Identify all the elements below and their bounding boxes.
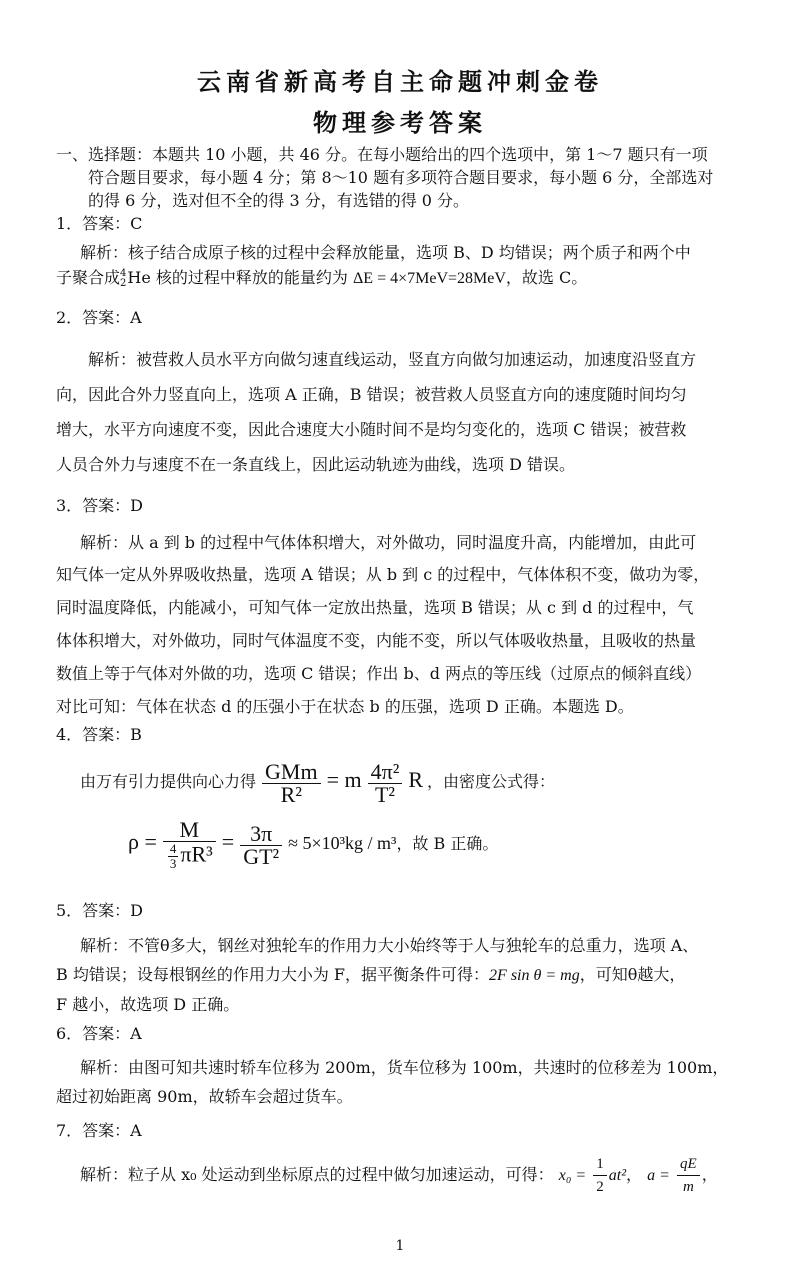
- q3-explanation-line-4: 体体积增大，对外做功，同时气体温度不变，内能不变，所以气体吸收热量，且吸收的热量: [56, 631, 697, 650]
- section-intro-line-2: 符合题目要求，每小题 4 分；第 8～10 题有多项符合题目要求，每小题 6 分，全部选对: [88, 168, 714, 187]
- q4-gravity-equation: 由万有引力提供向心力得 $\frac{\text{GMm}}{\text{R²}}$ = m $\frac{\text{4π²}}{\text{T²}}$ R ，由密度公式得：: [80, 758, 556, 807]
- document-title: 云南省新高考自主命题冲刺金卷: [197, 68, 603, 96]
- q2-answer: 2．答案：A: [56, 308, 142, 327]
- q5-explanation-line-3: F 越小，故选项 D 正确。: [56, 995, 240, 1014]
- q1-explanation-line-2: 子聚合成 4 2 He 核的过程中释放的能量约为 ΔE = 4×7MeV=28MeV，故选 C。: [56, 267, 588, 289]
- q2-explanation-line-4: 人员合外力与速度不在一条直线上，因此运动轨迹为曲线，选项 D 错误。: [56, 455, 576, 474]
- q5-explanation-line-2: B 均错误；设每根钢丝的作用力大小为 F，据平衡条件可得：2F sin θ = mg，可知θ越大，: [56, 965, 686, 984]
- q6-explanation-line-1: 解析：由图可知共速时轿车位移为 200m，货车位移为 100m，共速时的位移差为 100m，: [80, 1058, 729, 1077]
- document-subtitle: 物理参考答案: [313, 109, 487, 137]
- q2-explanation-line-3: 增大，水平方向速度不变，因此合速度大小随时间不是均匀变化的，选项 C 错误；被营救: [56, 420, 687, 439]
- equilibrium-equation: 2F sin θ = mg: [489, 967, 580, 984]
- section-intro-line-1: 一、选择题：本题共 10 小题，共 46 分。在每小题给出的四个选项中，第 1～7 题只有一项: [56, 145, 708, 164]
- q7-explanation-line-1: 解析：粒子从 x₀ 处运动到坐标原点的过程中做匀加速运动，可得： x₀ = $\frac{1}{2}$ at²， a = $\frac{qE}{m}$ ，: [80, 1150, 718, 1201]
- q4-answer: 4．答案：B: [56, 725, 142, 744]
- q7-answer: 7．答案：A: [56, 1121, 142, 1140]
- q5-explanation-line-1: 解析：不管θ多大，钢丝对独轮车的作用力大小始终等于人与独轮车的总重力，选项 A、: [80, 936, 699, 955]
- q4-density-equation: ρ = M $\frac{4}{3}$ πR³ = $\frac{3\pi}{\text{GT²}}$ ≈ 5×10³kg / m³，故 B 正确。: [128, 817, 499, 872]
- q3-explanation-line-2: 知气体一定从外界吸收热量，选项 A 错误；从 b 到 c 的过程中，气体体积不变，做功为零，: [56, 565, 710, 584]
- q6-answer: 6．答案：A: [56, 1024, 142, 1043]
- energy-equation: ΔE = 4×7MeV=28MeV: [353, 270, 506, 287]
- q3-explanation-line-6: 对比可知：气体在状态 d 的压强小于在状态 b 的压强，选项 D 正确。本题选 D。: [56, 697, 634, 716]
- section-intro-line-3: 的得 6 分，选对但不全的得 3 分，有选错的得 0 分。: [88, 191, 470, 210]
- q3-answer: 3．答案：D: [56, 496, 144, 515]
- q1-explanation-line-1: 解析：核子结合成原子核的过程中会释放能量，选项 B、D 均错误；两个质子和两个中: [80, 243, 691, 262]
- q2-explanation-line-1: 解析：被营救人员水平方向做匀速直线运动，竖直方向做匀加速运动，加速度沿竖直方: [88, 350, 697, 369]
- q3-explanation-line-3: 同时温度降低，内能减小，可知气体一定放出热量，选项 B 错误；从 c 到 d 的过程中，气: [56, 598, 694, 617]
- q2-explanation-line-2: 向，因此合外力竖直向上，选项 A 正确，B 错误；被营救人员竖直方向的速度随时间均匀: [56, 385, 687, 404]
- q5-answer: 5．答案：D: [56, 901, 144, 920]
- q1-answer: 1．答案：C: [56, 214, 143, 233]
- q3-explanation-line-1: 解析：从 a 到 b 的过程中气体体积增大，对外做功，同时温度升高，内能增加，由此可: [80, 533, 697, 552]
- isotope-notation: 4 2: [120, 267, 127, 289]
- q3-explanation-line-5: 数值上等于气体对外做的功，选项 C 错误；作出 b、d 两点的等压线（过原点的倾斜直线）: [56, 664, 702, 683]
- page-number: 1: [395, 1238, 405, 1254]
- q6-explanation-line-2: 超过初始距离 90m，故轿车会超过货车。: [56, 1087, 353, 1106]
